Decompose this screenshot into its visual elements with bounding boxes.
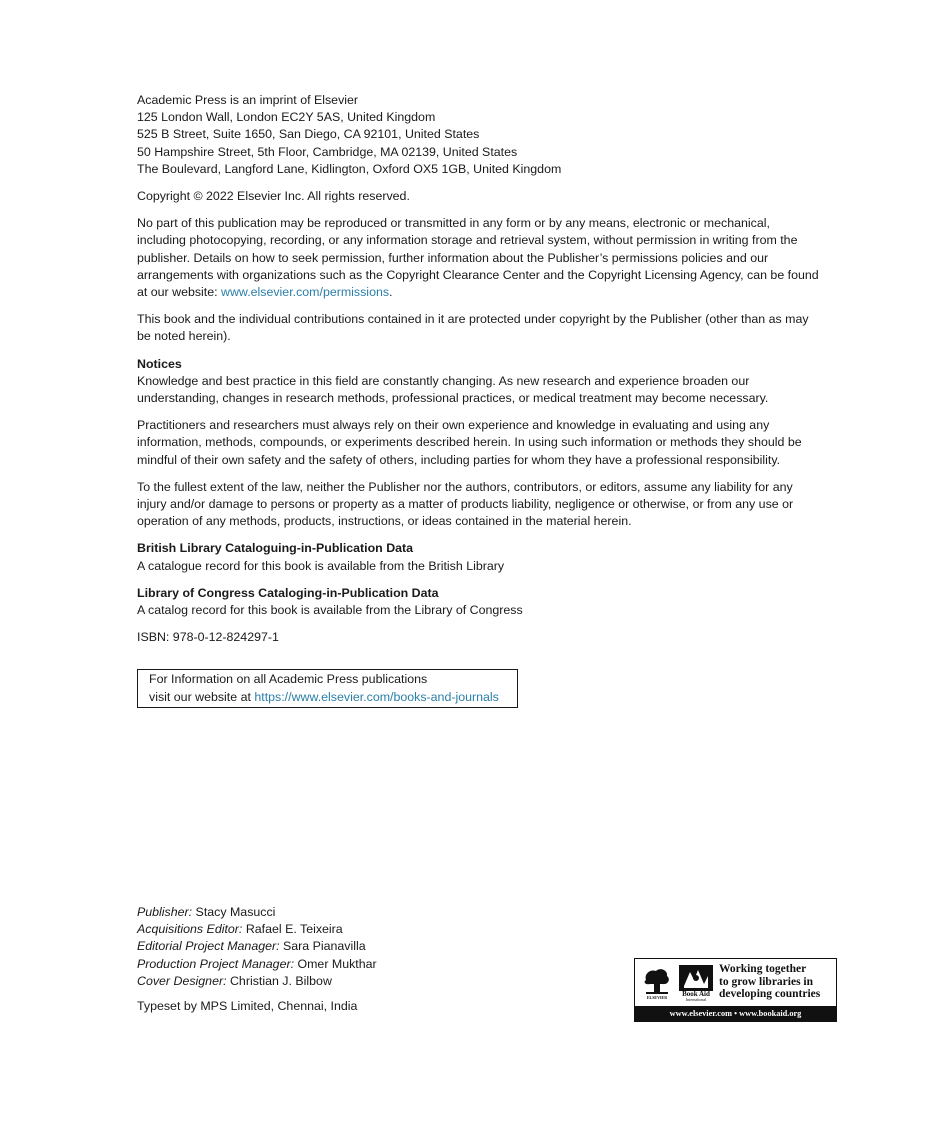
info-box-line: For Information on all Academic Press publications [149, 672, 428, 687]
notices-paragraph-3 [137, 479, 837, 531]
credit-name: Christian J. Bilbow [226, 973, 332, 988]
protection-paragraph [137, 311, 837, 345]
credit-role: Editorial Project Manager: [137, 939, 280, 954]
copyright-text: Copyright © 2022 Elsevier Inc. All rights reserved. [137, 189, 410, 204]
production-credits [137, 904, 377, 1015]
book-aid-logo [634, 958, 837, 1022]
address-line: 50 Hampshire Street, 5th Floor, Cambridge, MA 02139, United States [137, 144, 518, 159]
protection-line: be noted herein). [137, 329, 231, 344]
elsevier-tree-logo-icon [642, 966, 672, 1000]
typeset-note: Typeset by MPS Limited, Chennai, India [137, 999, 358, 1014]
permissions-prefix: at our website: [137, 285, 222, 300]
permissions-link[interactable]: www.elsevier.com/permissions [221, 285, 390, 300]
notices-line: injury and/or damage to persons or property as a matter of products liability, negligence or otherwise, or from any use or [137, 497, 794, 512]
credit-name: Rafael E. Teixeira [242, 922, 343, 937]
book-aid-tagline [719, 963, 834, 1001]
notices-line: mindful of their own safety and the safety of others, including parties for whom they have a professional responsibility. [137, 452, 781, 467]
credit-name: Omer Mukthar [294, 956, 377, 971]
imprint-addresses [137, 92, 837, 178]
books-and-journals-link[interactable]: https://www.elsevier.com/books-and-journals [254, 689, 499, 704]
notices-line: Practitioners and researchers must always rely on their own experience and knowledge in evaluating and using any [137, 418, 770, 433]
permissions-line: including photocopying, recording, or any information storage and retrieval system, without permission in writing from the [137, 233, 798, 248]
tagline-line: to grow libraries in [719, 975, 814, 988]
british-library-heading: British Library Cataloguing-in-Publication Data [137, 541, 414, 556]
info-box-prefix: visit our website at [149, 689, 255, 704]
notices-heading: Notices [137, 356, 182, 371]
permissions-line: publisher. Details on how to seek permission, further information about the Publisher’s permissions policies and our [137, 250, 769, 265]
notices-line: To the fullest extent of the law, neither the Publisher nor the authors, contributors, or editors, assume any liability for any [137, 479, 793, 494]
credit-line [137, 938, 377, 955]
credit-line [137, 904, 377, 921]
credit-role: Cover Designer: [137, 973, 227, 988]
british-library-text: A catalogue record for this book is available from the British Library [137, 558, 505, 573]
credit-role: Production Project Manager: [137, 956, 295, 971]
notices-paragraph-2 [137, 417, 837, 469]
credit-line [137, 956, 377, 973]
protection-line: This book and the individual contributions contained in it are protected under copyright by the Publisher (other than as may [137, 312, 809, 327]
tagline-line: Working together [719, 963, 807, 975]
notices-line: Knowledge and best practice in this field are constantly changing. As new research and experience broaden our [137, 373, 750, 388]
credit-role: Acquisitions Editor: [137, 922, 243, 937]
notices-section [137, 356, 837, 408]
library-of-congress-text: A catalog record for this book is available from the Library of Congress [137, 603, 523, 618]
elsevier-logo-text: ELSEVIER [646, 995, 668, 1000]
permissions-suffix: . [389, 285, 393, 300]
book-aid-urls: www.elsevier.com • www.bookaid.org [635, 1006, 836, 1021]
address-line: 125 London Wall, London EC2Y 5AS, United Kingdom [137, 110, 436, 125]
notices-line: understanding, changes in research methods, professional practices, or medical treatment may become necessary. [137, 391, 769, 406]
isbn-section [137, 629, 837, 646]
notices-line: information, methods, compounds, or experiments described herein. In using such information or methods they should be [137, 435, 802, 450]
credit-line [137, 973, 377, 990]
credit-name: Stacy Masucci [192, 905, 276, 919]
british-library-section [137, 540, 837, 574]
book-aid-header [635, 959, 836, 1006]
credit-name: Sara Pianavilla [279, 939, 366, 954]
permissions-line: arrangements with organizations such as the Copyright Clearance Center and the Copyright Licensing Agency, can be found [137, 267, 819, 282]
info-box [137, 669, 518, 707]
isbn: ISBN: 978-0-12-824297-1 [137, 630, 279, 645]
notices-line: operation of any methods, products, instructions, or ideas contained in the material herein. [137, 514, 632, 529]
tagline-line: developing countries [719, 988, 821, 1000]
address-line: The Boulevard, Langford Lane, Kidlington, Oxford OX5 1GB, United Kingdom [137, 161, 562, 176]
info-box-link-line [149, 689, 499, 706]
credit-role: Publisher: [137, 905, 193, 919]
permissions-paragraph [137, 215, 837, 301]
copyright-page [137, 92, 837, 708]
book-aid-international-icon [678, 964, 714, 1002]
international-logo-text: International [685, 997, 707, 1002]
address-line: 525 B Street, Suite 1650, San Diego, CA 92101, United States [137, 127, 480, 142]
copyright-notice [137, 188, 837, 205]
library-of-congress-section [137, 585, 837, 619]
library-of-congress-heading: Library of Congress Cataloging-in-Publication Data [137, 585, 439, 600]
book-aid-logo-text: Book Aid [682, 990, 710, 998]
permissions-line: No part of this publication may be reproduced or transmitted in any form or by any means, electronic or mechanical, [137, 216, 770, 231]
imprint-line: Academic Press is an imprint of Elsevier [137, 93, 359, 107]
credit-line [137, 921, 377, 938]
permissions-last-line [137, 284, 837, 301]
